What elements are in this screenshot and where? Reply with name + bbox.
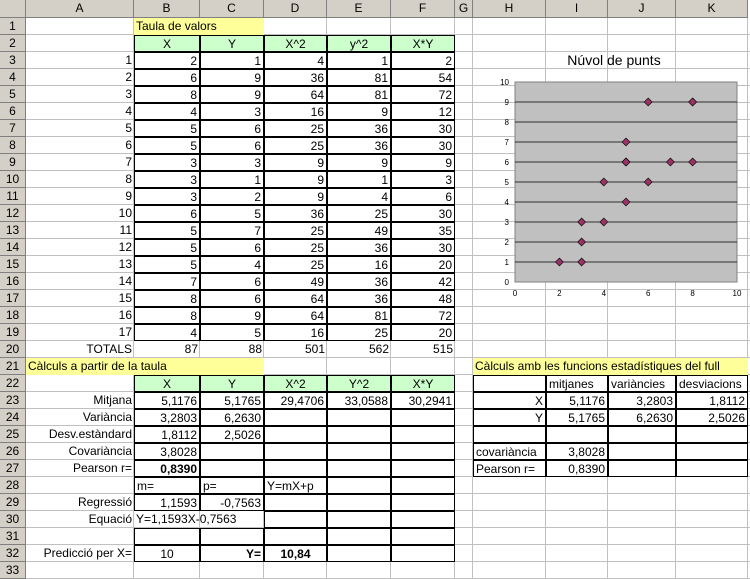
regressio-m[interactable]: 1,1593	[134, 494, 200, 511]
cov-label[interactable]: Covariància	[68, 444, 132, 458]
calc-header[interactable]: Y	[200, 375, 264, 392]
x-tick-label: 0	[512, 289, 518, 298]
empty-cell[interactable]	[608, 426, 676, 443]
table-value[interactable]: 72	[391, 86, 455, 103]
pearson-value[interactable]: 0,8390	[134, 460, 200, 477]
func-y-label[interactable]: Y	[473, 409, 546, 426]
table-value[interactable]: 20	[391, 324, 455, 341]
table-value[interactable]: 81	[327, 307, 391, 324]
equacio-value[interactable]: Y=1,1593X-0,7563	[136, 512, 237, 526]
y-tick-label: 2	[504, 238, 509, 247]
row-header[interactable]: 12	[0, 205, 26, 222]
table-value[interactable]: 9	[264, 154, 327, 171]
row-header[interactable]: 15	[0, 256, 26, 273]
row-header[interactable]: 1	[0, 18, 26, 35]
table-value[interactable]: 6	[200, 137, 264, 154]
row-header[interactable]: 8	[0, 137, 26, 154]
chart-title: Núvol de punts	[567, 52, 661, 68]
calc-header[interactable]: X	[134, 375, 200, 392]
row-header[interactable]: 18	[0, 307, 26, 324]
table-value[interactable]: 30	[391, 120, 455, 137]
row-header[interactable]: 10	[0, 171, 26, 188]
empty-cell[interactable]	[391, 460, 455, 477]
table-value[interactable]: 5	[200, 205, 264, 222]
table-value[interactable]: 6	[134, 69, 200, 86]
x-tick-label: 2	[557, 289, 562, 298]
func-cov-value[interactable]: 3,8028	[546, 443, 608, 460]
row-header[interactable]: 20	[0, 341, 26, 358]
x-axis-ticks	[513, 289, 742, 298]
desv-value[interactable]: 1,8112	[134, 426, 200, 443]
column-header-g[interactable]: G	[455, 0, 473, 18]
column-header-a[interactable]: A	[26, 0, 134, 18]
variancia-label[interactable]: Variància	[82, 410, 132, 424]
x-tick-label: 10	[732, 289, 742, 298]
row-header[interactable]: 27	[0, 460, 26, 477]
table-value[interactable]: 20	[391, 256, 455, 273]
table-header[interactable]: X*Y	[391, 35, 455, 52]
y-tick-label: 8	[504, 118, 509, 127]
table-value[interactable]: 4	[134, 103, 200, 120]
table-value[interactable]: 9	[391, 154, 455, 171]
table-value[interactable]: 3	[134, 188, 200, 205]
column-header-h[interactable]: H	[473, 0, 546, 18]
empty-cell[interactable]	[327, 477, 391, 494]
table-value[interactable]: 16	[327, 256, 391, 273]
row-header[interactable]: 32	[0, 545, 26, 562]
table-value[interactable]: 6	[200, 120, 264, 137]
totals-value[interactable]: 501	[304, 342, 325, 356]
row-header[interactable]: 21	[0, 358, 26, 375]
cov-value[interactable]: 3,8028	[134, 443, 200, 460]
row-index[interactable]: 2	[125, 70, 132, 84]
table-value[interactable]: 3	[391, 171, 455, 188]
table-value[interactable]: 36	[264, 205, 327, 222]
mitjana-value[interactable]: 5,1176	[134, 392, 200, 409]
table-value[interactable]: 25	[327, 324, 391, 341]
table-value[interactable]: 81	[327, 86, 391, 103]
func-header[interactable]: desviacions	[676, 375, 748, 392]
row-header[interactable]: 30	[0, 511, 26, 528]
empty-cell[interactable]	[391, 494, 455, 511]
table-value[interactable]: 16	[264, 103, 327, 120]
row-index[interactable]: 1	[125, 53, 132, 67]
row-header[interactable]: 17	[0, 290, 26, 307]
func-y-value[interactable]: 2,5026	[676, 409, 748, 426]
row-header[interactable]: 14	[0, 239, 26, 256]
prediccio-label[interactable]: Predicció per X=	[43, 546, 132, 560]
empty-cell[interactable]	[676, 460, 748, 477]
m-label[interactable]: m=	[134, 477, 200, 494]
table-value[interactable]: 36	[327, 273, 391, 290]
table-value[interactable]: 36	[264, 69, 327, 86]
table-title[interactable]: Taula de valors	[134, 18, 264, 35]
table-value[interactable]: 36	[327, 137, 391, 154]
func-header[interactable]: variàncies	[608, 375, 676, 392]
table-value[interactable]: 2	[391, 52, 455, 69]
x-tick-label: 8	[690, 289, 695, 298]
row-header[interactable]: 2	[0, 35, 26, 52]
table-value[interactable]: 6	[391, 188, 455, 205]
row-index[interactable]: 9	[125, 189, 132, 203]
row-index[interactable]: 11	[119, 223, 132, 237]
empty-cell[interactable]	[327, 511, 391, 528]
empty-cell[interactable]	[327, 460, 391, 477]
table-value[interactable]: 7	[134, 273, 200, 290]
table-value[interactable]: 25	[264, 256, 327, 273]
row-header[interactable]: 9	[0, 154, 26, 171]
mitjana-value[interactable]: 29,4706	[264, 392, 327, 409]
table-value[interactable]: 3	[134, 154, 200, 171]
table-value[interactable]: 7	[200, 222, 264, 239]
y-tick-label: 4	[504, 198, 509, 207]
table-value[interactable]: 42	[391, 273, 455, 290]
row-index[interactable]: 4	[125, 104, 132, 118]
row-header[interactable]: 16	[0, 273, 26, 290]
empty-cell[interactable]	[391, 511, 455, 528]
table-value[interactable]: 1	[327, 52, 391, 69]
empty-cell[interactable]	[391, 443, 455, 460]
table-value[interactable]: 6	[200, 290, 264, 307]
empty-cell[interactable]	[264, 494, 327, 511]
row-header[interactable]: 33	[0, 562, 26, 579]
table-value[interactable]: 25	[264, 222, 327, 239]
mitjana-value[interactable]: 5,1765	[200, 392, 264, 409]
row-header[interactable]: 6	[0, 103, 26, 120]
empty-cell[interactable]	[327, 443, 391, 460]
row-header[interactable]: 24	[0, 409, 26, 426]
empty-cell[interactable]	[391, 545, 455, 562]
empty-cell[interactable]	[264, 511, 327, 528]
empty-cell[interactable]	[391, 477, 455, 494]
column-header-d[interactable]: D	[264, 0, 327, 18]
table-value[interactable]: 4	[134, 324, 200, 341]
func-x-value[interactable]: 1,8112	[676, 392, 748, 409]
y-tick-label: 1	[504, 258, 509, 267]
row-index[interactable]: 6	[125, 138, 132, 152]
table-value[interactable]: 5	[134, 120, 200, 137]
empty-cell[interactable]	[608, 443, 676, 460]
table-value[interactable]: 30	[391, 137, 455, 154]
table-value[interactable]: 6	[200, 273, 264, 290]
y-axis-ticks	[500, 78, 509, 287]
scatter-chart	[473, 36, 749, 300]
func-x-label[interactable]: X	[473, 392, 546, 409]
column-header-k[interactable]: K	[676, 0, 748, 18]
prediccio-y[interactable]: 10,84	[264, 545, 327, 562]
calc-title[interactable]: Càlculs a partir de la taula	[26, 358, 264, 375]
row-header[interactable]: 25	[0, 426, 26, 443]
table-value[interactable]: 25	[264, 120, 327, 137]
row-index[interactable]: 3	[125, 87, 132, 101]
table-value[interactable]: 35	[391, 222, 455, 239]
prediccio-y-label[interactable]: Y=	[200, 545, 264, 562]
prediccio-x[interactable]: 10	[134, 545, 200, 562]
row-index[interactable]: 13	[118, 257, 132, 271]
table-value[interactable]: 8	[134, 86, 200, 103]
empty-cell[interactable]	[264, 426, 327, 443]
calc-header[interactable]: X^2	[264, 375, 327, 392]
table-value[interactable]: 3	[200, 154, 264, 171]
table-value[interactable]: 54	[391, 69, 455, 86]
table-value[interactable]: 9	[327, 103, 391, 120]
empty-cell[interactable]	[200, 460, 264, 477]
column-header-b[interactable]: B	[134, 0, 200, 18]
table-value[interactable]: 25	[327, 205, 391, 222]
table-value[interactable]: 1	[200, 171, 264, 188]
variancia-value[interactable]: 3,2803	[134, 409, 200, 426]
empty-cell[interactable]	[546, 426, 608, 443]
table-value[interactable]: 36	[327, 290, 391, 307]
row-header[interactable]: 23	[0, 392, 26, 409]
table-value[interactable]: 1	[200, 52, 264, 69]
empty-cell[interactable]	[200, 443, 264, 460]
empty-cell[interactable]	[327, 494, 391, 511]
table-header[interactable]: y^2	[327, 35, 391, 52]
table-header[interactable]: X	[134, 35, 200, 52]
func-header[interactable]: mitjanes	[546, 375, 608, 392]
y-tick-label: 6	[504, 158, 509, 167]
table-value[interactable]: 81	[327, 69, 391, 86]
p-label[interactable]: p=	[200, 477, 264, 494]
row-index[interactable]: 15	[118, 291, 132, 305]
table-value[interactable]: 5	[134, 222, 200, 239]
empty-cell[interactable]	[327, 545, 391, 562]
formula-text[interactable]: Y=mX+p	[264, 477, 327, 494]
column-header-i[interactable]: I	[546, 0, 608, 18]
calc-header[interactable]: X*Y	[391, 375, 455, 392]
totals-value[interactable]: 515	[432, 342, 453, 356]
empty-cell[interactable]	[327, 426, 391, 443]
table-value[interactable]: 5	[200, 324, 264, 341]
table-value[interactable]: 72	[391, 307, 455, 324]
equacio-label[interactable]: Equació	[88, 512, 132, 526]
row-index[interactable]: 16	[118, 308, 132, 322]
table-value[interactable]: 30	[391, 205, 455, 222]
table-value[interactable]: 1	[327, 171, 391, 188]
row-header[interactable]: 5	[0, 86, 26, 103]
column-header-c[interactable]: C	[200, 0, 264, 18]
table-value[interactable]: 64	[264, 86, 327, 103]
func-x-value[interactable]: 3,2803	[608, 392, 676, 409]
table-value[interactable]: 25	[264, 239, 327, 256]
table-value[interactable]: 2	[200, 188, 264, 205]
row-header[interactable]: 31	[0, 528, 26, 545]
select-all-corner[interactable]	[0, 0, 26, 18]
table-value[interactable]: 48	[391, 290, 455, 307]
row-header[interactable]: 19	[0, 324, 26, 341]
table-value[interactable]: 9	[200, 307, 264, 324]
func-pearson-value[interactable]: 0,8390	[546, 460, 608, 477]
y-tick-label: 9	[504, 98, 509, 107]
empty-cell[interactable]	[473, 375, 546, 392]
empty-cell[interactable]	[264, 528, 327, 545]
mitjana-label[interactable]: Mitjana	[93, 393, 132, 407]
table-value[interactable]: 9	[264, 171, 327, 188]
row-header[interactable]: 22	[0, 375, 26, 392]
y-tick-label: 7	[504, 138, 509, 147]
table-value[interactable]: 64	[264, 290, 327, 307]
row-header[interactable]: 4	[0, 69, 26, 86]
x-tick-label: 4	[601, 289, 607, 298]
totals-value[interactable]: 562	[368, 342, 389, 356]
row-index[interactable]: 17	[118, 325, 132, 339]
table-header[interactable]: Y	[200, 35, 264, 52]
column-header-e[interactable]: E	[327, 0, 391, 18]
table-value[interactable]: 4	[264, 52, 327, 69]
table-value[interactable]: 30	[391, 239, 455, 256]
table-value[interactable]: 5	[134, 239, 200, 256]
row-index[interactable]: 12	[118, 240, 132, 254]
table-value[interactable]: 8	[134, 290, 200, 307]
table-value[interactable]: 3	[134, 171, 200, 188]
empty-cell[interactable]	[264, 460, 327, 477]
row-index[interactable]: 8	[125, 172, 132, 186]
row-header[interactable]: 29	[0, 494, 26, 511]
table-value[interactable]: 49	[264, 273, 327, 290]
empty-cell[interactable]	[391, 528, 455, 545]
table-value[interactable]: 6	[134, 205, 200, 222]
row-header[interactable]: 11	[0, 188, 26, 205]
func-y-value[interactable]: 6,2630	[608, 409, 676, 426]
empty-cell[interactable]	[391, 409, 455, 426]
empty-cell[interactable]	[327, 409, 391, 426]
column-header-j[interactable]: J	[608, 0, 676, 18]
row-header[interactable]: 26	[0, 443, 26, 460]
table-value[interactable]: 9	[200, 69, 264, 86]
row-header[interactable]: 13	[0, 222, 26, 239]
table-value[interactable]: 4	[200, 256, 264, 273]
pearson-label[interactable]: Pearson r=	[72, 461, 132, 475]
empty-cell[interactable]	[391, 426, 455, 443]
x-tick-label: 6	[645, 289, 651, 298]
table-header[interactable]: X^2	[264, 35, 327, 52]
desv-label[interactable]: Desv.estàndard	[48, 427, 132, 441]
table-value[interactable]: 3	[200, 103, 264, 120]
table-value[interactable]: 49	[327, 222, 391, 239]
table-value[interactable]: 5	[134, 137, 200, 154]
mitjana-value[interactable]: 30,2941	[391, 392, 455, 409]
empty-cell[interactable]	[134, 528, 200, 545]
row-header[interactable]: 3	[0, 52, 26, 69]
y-tick-label: 10	[500, 78, 509, 87]
empty-cell[interactable]	[473, 426, 546, 443]
y-tick-label: 3	[504, 218, 509, 227]
regressio-label[interactable]: Regressió	[77, 495, 132, 509]
row-header[interactable]: 7	[0, 120, 26, 137]
func-x-value[interactable]: 5,1176	[546, 392, 608, 409]
row-index[interactable]: 7	[125, 155, 132, 169]
table-value[interactable]: 16	[264, 324, 327, 341]
totals-value[interactable]: 87	[184, 342, 198, 356]
empty-cell[interactable]	[676, 443, 748, 460]
table-value[interactable]: 25	[264, 137, 327, 154]
empty-cell[interactable]	[264, 443, 327, 460]
table-value[interactable]: 9	[200, 86, 264, 103]
func-pearson-label[interactable]: Pearson r=	[473, 460, 546, 477]
totals-value[interactable]: 88	[248, 342, 262, 356]
func-title[interactable]: Càlculs amb les funcions estadístiques del full	[473, 358, 748, 375]
empty-cell[interactable]	[608, 460, 676, 477]
table-value[interactable]: 9	[264, 188, 327, 205]
y-tick-label: 5	[504, 178, 509, 187]
totals-label[interactable]: TOTALS	[86, 342, 132, 356]
table-value[interactable]: 4	[327, 188, 391, 205]
calc-header[interactable]: Y^2	[327, 375, 391, 392]
row-header[interactable]: 28	[0, 477, 26, 494]
table-value[interactable]: 8	[134, 307, 200, 324]
empty-cell[interactable]	[264, 409, 327, 426]
table-value[interactable]: 36	[327, 239, 391, 256]
table-value[interactable]: 36	[327, 120, 391, 137]
empty-cell[interactable]	[676, 426, 748, 443]
table-value[interactable]: 64	[264, 307, 327, 324]
empty-cell[interactable]	[200, 528, 264, 545]
row-index[interactable]: 10	[118, 206, 132, 220]
row-index[interactable]: 5	[125, 121, 132, 135]
row-index[interactable]: 14	[118, 274, 132, 288]
y-tick-label: 0	[504, 278, 509, 287]
empty-cell[interactable]	[327, 528, 391, 545]
regressio-p[interactable]: -0,7563	[200, 494, 264, 511]
desv-value[interactable]: 2,5026	[200, 426, 264, 443]
table-value[interactable]: 6	[200, 239, 264, 256]
mitjana-value[interactable]: 33,0588	[327, 392, 391, 409]
variancia-value[interactable]: 6,2630	[200, 409, 264, 426]
table-value[interactable]: 12	[391, 103, 455, 120]
column-header-f[interactable]: F	[391, 0, 455, 18]
table-value[interactable]: 5	[134, 256, 200, 273]
func-cov-label[interactable]: covariància	[473, 443, 546, 460]
func-y-value[interactable]: 5,1765	[546, 409, 608, 426]
table-value[interactable]: 2	[134, 52, 200, 69]
table-value[interactable]: 9	[327, 154, 391, 171]
